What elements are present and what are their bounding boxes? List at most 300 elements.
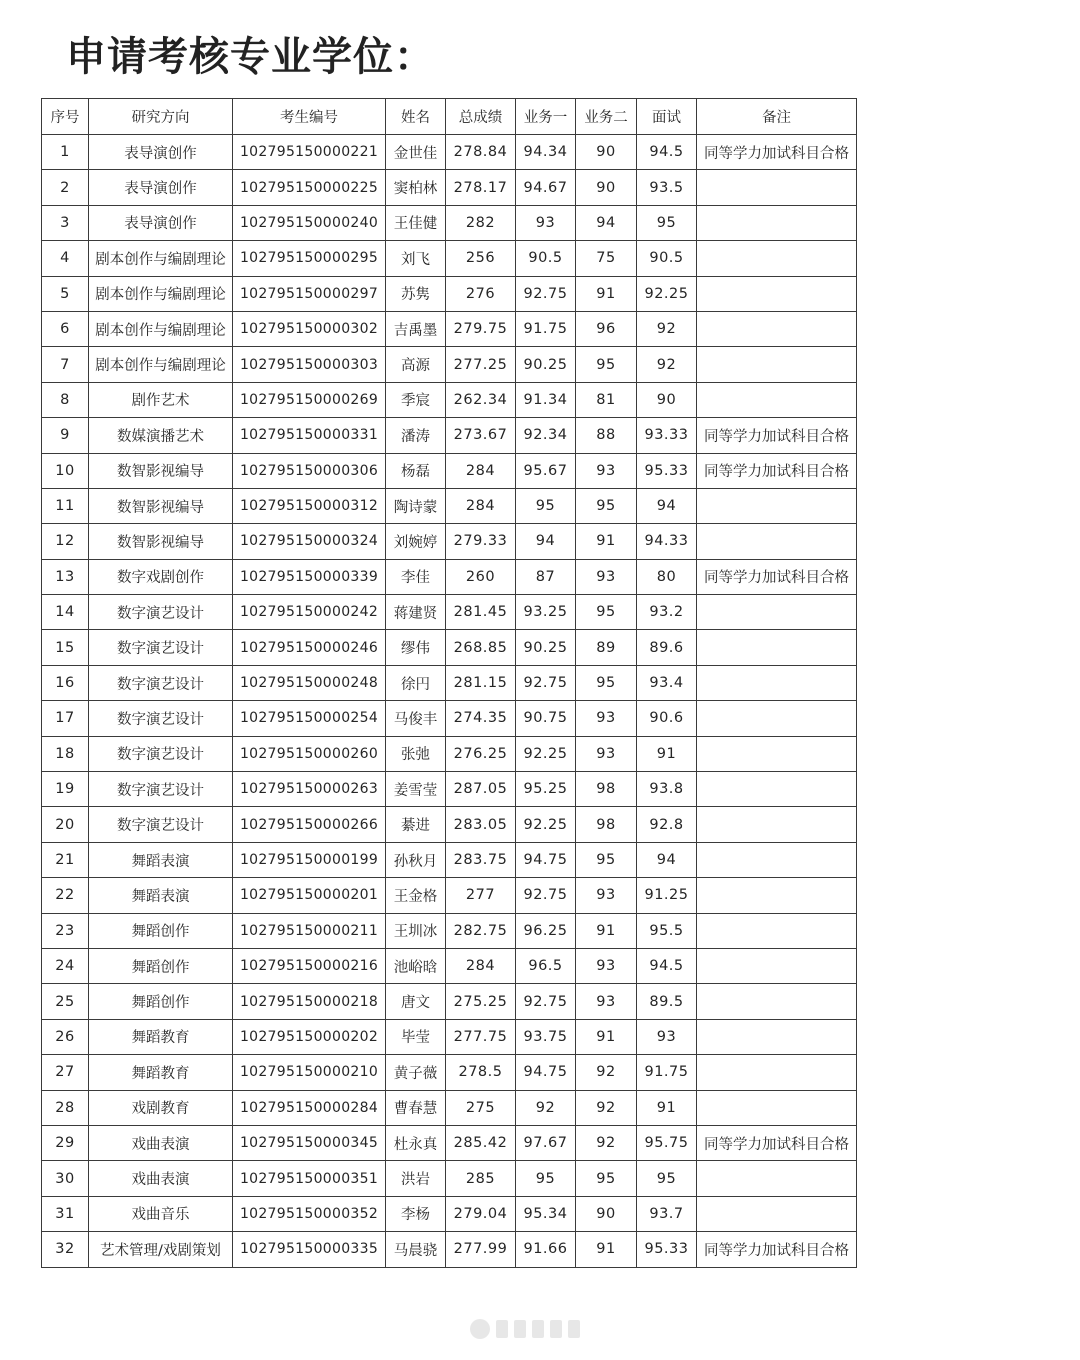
cell-subject-one: 91.75 [516,311,576,346]
cell-candidate-id: 102795150000248 [233,665,386,700]
cell-interview: 93.2 [637,595,697,630]
cell-subject-two: 91 [576,1232,637,1267]
cell-total-score: 282 [446,205,516,240]
cell-remarks [697,595,857,630]
cell-remarks [697,1196,857,1231]
cell-interview: 93.8 [637,772,697,807]
cell-interview: 94.5 [637,948,697,983]
cell-total-score: 277 [446,878,516,913]
cell-interview: 95 [637,205,697,240]
cell-subject-one: 96.5 [516,948,576,983]
cell-remarks [697,736,857,771]
cell-remarks [697,488,857,523]
cell-subject-one: 94 [516,524,576,559]
cell-candidate-id: 102795150000324 [233,524,386,559]
cell-name: 唐文 [386,984,446,1019]
cell-remarks [697,1055,857,1090]
cell-interview: 91 [637,736,697,771]
cell-candidate-id: 102795150000352 [233,1196,386,1231]
cell-name: 缪伟 [386,630,446,665]
cell-total-score: 268.85 [446,630,516,665]
cell-subject-one: 90.25 [516,630,576,665]
table-row [42,1125,857,1160]
header-interview: 面试 [637,99,697,135]
cell-seq: 1 [42,135,89,170]
cell-remarks [697,524,857,559]
cell-interview: 91.25 [637,878,697,913]
cell-interview: 92.25 [637,276,697,311]
cell-seq: 15 [42,630,89,665]
cell-seq: 26 [42,1019,89,1054]
cell-subject-two: 91 [576,913,637,948]
cell-subject-two: 90 [576,135,637,170]
cell-total-score: 277.99 [446,1232,516,1267]
table-row [42,418,857,453]
cell-seq: 28 [42,1090,89,1125]
cell-candidate-id: 102795150000306 [233,453,386,488]
cell-remarks [697,665,857,700]
cell-name: 金世佳 [386,135,446,170]
cell-remarks [697,772,857,807]
cell-name: 池峪晗 [386,948,446,983]
cell-name: 苏隽 [386,276,446,311]
table-row [42,276,857,311]
cell-name: 曹春慧 [386,1090,446,1125]
header-subject-one: 业务一 [516,99,576,135]
cell-subject-one: 92.75 [516,984,576,1019]
cell-candidate-id: 102795150000225 [233,170,386,205]
watermark-logo [470,1319,490,1339]
cell-candidate-id: 102795150000242 [233,595,386,630]
cell-name: 洪岩 [386,1161,446,1196]
cell-subject-one: 92.75 [516,878,576,913]
cell-subject-two: 91 [576,524,637,559]
cell-subject-one: 90.75 [516,701,576,736]
table-row [42,1055,857,1090]
cell-subject-one: 92.75 [516,665,576,700]
watermark-mark [532,1320,544,1338]
cell-total-score: 273.67 [446,418,516,453]
table-row [42,382,857,417]
cell-name: 刘婉婷 [386,524,446,559]
cell-remarks [697,701,857,736]
cell-total-score: 275 [446,1090,516,1125]
watermark-mark [550,1320,562,1338]
cell-subject-two: 92 [576,1090,637,1125]
cell-direction: 剧本创作与编剧理论 [89,241,233,276]
cell-subject-two: 96 [576,311,637,346]
cell-remarks [697,842,857,877]
cell-subject-one: 92 [516,1090,576,1125]
admission-table [41,98,857,1268]
cell-candidate-id: 102795150000246 [233,630,386,665]
cell-remarks: 同等学力加试科目合格 [697,453,857,488]
cell-subject-one: 94.34 [516,135,576,170]
admission-table-wrapper [41,98,856,1268]
cell-subject-two: 88 [576,418,637,453]
cell-candidate-id: 102795150000201 [233,878,386,913]
cell-direction: 数智影视编导 [89,453,233,488]
cell-seq: 30 [42,1161,89,1196]
cell-subject-two: 75 [576,241,637,276]
cell-name: 李佳 [386,559,446,594]
cell-total-score: 276 [446,276,516,311]
cell-candidate-id: 102795150000210 [233,1055,386,1090]
cell-total-score: 260 [446,559,516,594]
table-row [42,524,857,559]
cell-name: 王金格 [386,878,446,913]
table-row [42,205,857,240]
cell-subject-one: 90.25 [516,347,576,382]
cell-interview: 89.6 [637,630,697,665]
cell-direction: 戏曲表演 [89,1161,233,1196]
cell-interview: 91 [637,1090,697,1125]
cell-name: 马俊丰 [386,701,446,736]
cell-interview: 89.5 [637,984,697,1019]
cell-name: 綦进 [386,807,446,842]
cell-direction: 数字演艺设计 [89,701,233,736]
table-header-row [42,99,857,135]
cell-name: 高源 [386,347,446,382]
table-row [42,347,857,382]
cell-subject-one: 95 [516,1161,576,1196]
cell-remarks [697,276,857,311]
header-direction: 研究方向 [89,99,233,135]
cell-subject-one: 96.25 [516,913,576,948]
cell-direction: 数字演艺设计 [89,595,233,630]
cell-direction: 戏曲音乐 [89,1196,233,1231]
table-row [42,1232,857,1267]
cell-total-score: 277.75 [446,1019,516,1054]
cell-subject-two: 95 [576,595,637,630]
cell-seq: 21 [42,842,89,877]
cell-interview: 94.5 [637,135,697,170]
cell-direction: 表导演创作 [89,135,233,170]
header-seq: 序号 [42,99,89,135]
cell-interview: 90.6 [637,701,697,736]
cell-subject-one: 93 [516,205,576,240]
cell-interview: 92 [637,347,697,382]
cell-name: 孙秋月 [386,842,446,877]
cell-remarks [697,913,857,948]
cell-seq: 5 [42,276,89,311]
cell-seq: 12 [42,524,89,559]
cell-interview: 93.33 [637,418,697,453]
cell-seq: 25 [42,984,89,1019]
cell-subject-one: 95.34 [516,1196,576,1231]
cell-total-score: 283.05 [446,807,516,842]
cell-direction: 舞蹈教育 [89,1055,233,1090]
table-row [42,736,857,771]
cell-subject-one: 94.67 [516,170,576,205]
cell-subject-two: 95 [576,842,637,877]
cell-interview: 95.5 [637,913,697,948]
cell-subject-one: 94.75 [516,1055,576,1090]
cell-interview: 92.8 [637,807,697,842]
cell-subject-one: 91.66 [516,1232,576,1267]
cell-interview: 93.4 [637,665,697,700]
cell-subject-two: 93 [576,984,637,1019]
watermark-mark [514,1320,526,1338]
cell-subject-two: 90 [576,170,637,205]
cell-seq: 3 [42,205,89,240]
cell-direction: 舞蹈教育 [89,1019,233,1054]
cell-direction: 数智影视编导 [89,488,233,523]
cell-direction: 剧本创作与编剧理论 [89,311,233,346]
cell-interview: 95.75 [637,1125,697,1160]
cell-interview: 93.7 [637,1196,697,1231]
cell-subject-one: 90.5 [516,241,576,276]
cell-name: 徐円 [386,665,446,700]
cell-interview: 90.5 [637,241,697,276]
cell-remarks [697,311,857,346]
header-total-score: 总成绩 [446,99,516,135]
cell-subject-two: 91 [576,276,637,311]
table-row [42,772,857,807]
cell-name: 陶诗蒙 [386,488,446,523]
cell-total-score: 285 [446,1161,516,1196]
cell-subject-two: 98 [576,772,637,807]
cell-total-score: 275.25 [446,984,516,1019]
table-row [42,842,857,877]
table-row [42,559,857,594]
cell-interview: 93 [637,1019,697,1054]
header-subject-two: 业务二 [576,99,637,135]
watermark [470,1318,620,1340]
cell-seq: 6 [42,311,89,346]
header-remarks: 备注 [697,99,857,135]
cell-candidate-id: 102795150000263 [233,772,386,807]
cell-subject-one: 93.25 [516,595,576,630]
table-row [42,170,857,205]
table-row [42,665,857,700]
cell-interview: 94 [637,842,697,877]
cell-total-score: 278.84 [446,135,516,170]
cell-subject-one: 92.75 [516,276,576,311]
cell-seq: 22 [42,878,89,913]
cell-candidate-id: 102795150000260 [233,736,386,771]
table-row [42,984,857,1019]
cell-name: 杨磊 [386,453,446,488]
cell-seq: 14 [42,595,89,630]
cell-name: 李杨 [386,1196,446,1231]
table-row [42,878,857,913]
cell-subject-one: 95 [516,488,576,523]
cell-direction: 表导演创作 [89,170,233,205]
table-row [42,913,857,948]
cell-candidate-id: 102795150000269 [233,382,386,417]
cell-name: 刘飞 [386,241,446,276]
cell-candidate-id: 102795150000221 [233,135,386,170]
cell-seq: 17 [42,701,89,736]
cell-total-score: 281.45 [446,595,516,630]
table-row [42,135,857,170]
cell-subject-one: 92.34 [516,418,576,453]
cell-remarks [697,1161,857,1196]
cell-subject-two: 93 [576,701,637,736]
cell-subject-one: 91.34 [516,382,576,417]
cell-subject-one: 87 [516,559,576,594]
cell-remarks: 同等学力加试科目合格 [697,135,857,170]
cell-subject-two: 92 [576,1055,637,1090]
cell-seq: 9 [42,418,89,453]
table-row [42,488,857,523]
cell-subject-one: 94.75 [516,842,576,877]
cell-candidate-id: 102795150000254 [233,701,386,736]
cell-remarks [697,347,857,382]
cell-total-score: 281.15 [446,665,516,700]
table-row [42,311,857,346]
cell-candidate-id: 102795150000303 [233,347,386,382]
cell-total-score: 279.75 [446,311,516,346]
cell-direction: 数媒演播艺术 [89,418,233,453]
cell-direction: 戏曲表演 [89,1125,233,1160]
cell-direction: 数字演艺设计 [89,772,233,807]
cell-direction: 舞蹈创作 [89,948,233,983]
cell-candidate-id: 102795150000218 [233,984,386,1019]
cell-name: 王圳冰 [386,913,446,948]
cell-name: 季宸 [386,382,446,417]
cell-remarks [697,382,857,417]
cell-remarks: 同等学力加试科目合格 [697,418,857,453]
table-row [42,241,857,276]
cell-seq: 20 [42,807,89,842]
cell-direction: 舞蹈创作 [89,913,233,948]
cell-interview: 93.5 [637,170,697,205]
watermark-mark [568,1320,580,1338]
cell-subject-two: 94 [576,205,637,240]
cell-subject-two: 93 [576,559,637,594]
cell-subject-two: 93 [576,736,637,771]
cell-remarks [697,878,857,913]
cell-subject-two: 95 [576,1161,637,1196]
cell-candidate-id: 102795150000351 [233,1161,386,1196]
cell-seq: 27 [42,1055,89,1090]
cell-direction: 表导演创作 [89,205,233,240]
cell-name: 窦柏林 [386,170,446,205]
cell-total-score: 285.42 [446,1125,516,1160]
cell-candidate-id: 102795150000345 [233,1125,386,1160]
cell-direction: 舞蹈表演 [89,878,233,913]
cell-subject-one: 95.25 [516,772,576,807]
cell-subject-two: 92 [576,1125,637,1160]
cell-subject-two: 93 [576,453,637,488]
cell-subject-two: 93 [576,878,637,913]
cell-seq: 7 [42,347,89,382]
cell-name: 吉禹墨 [386,311,446,346]
cell-direction: 数字演艺设计 [89,665,233,700]
cell-candidate-id: 102795150000331 [233,418,386,453]
cell-remarks [697,984,857,1019]
header-candidate-id: 考生编号 [233,99,386,135]
cell-name: 张弛 [386,736,446,771]
cell-seq: 16 [42,665,89,700]
cell-total-score: 278.17 [446,170,516,205]
cell-total-score: 283.75 [446,842,516,877]
cell-candidate-id: 102795150000312 [233,488,386,523]
cell-interview: 95.33 [637,453,697,488]
cell-total-score: 284 [446,948,516,983]
cell-name: 潘涛 [386,418,446,453]
cell-remarks [697,1019,857,1054]
cell-subject-one: 92.25 [516,807,576,842]
cell-direction: 数字戏剧创作 [89,559,233,594]
cell-interview: 90 [637,382,697,417]
watermark-mark [496,1320,508,1338]
cell-candidate-id: 102795150000302 [233,311,386,346]
cell-seq: 18 [42,736,89,771]
cell-seq: 31 [42,1196,89,1231]
cell-seq: 8 [42,382,89,417]
table-row [42,807,857,842]
cell-total-score: 284 [446,453,516,488]
cell-remarks [697,170,857,205]
cell-subject-two: 91 [576,1019,637,1054]
table-row [42,630,857,665]
table-row [42,453,857,488]
cell-subject-two: 90 [576,1196,637,1231]
cell-candidate-id: 102795150000335 [233,1232,386,1267]
cell-subject-one: 92.25 [516,736,576,771]
cell-direction: 数字演艺设计 [89,807,233,842]
cell-name: 王佳健 [386,205,446,240]
cell-total-score: 256 [446,241,516,276]
cell-subject-two: 89 [576,630,637,665]
cell-subject-two: 95 [576,347,637,382]
cell-remarks [697,1090,857,1125]
cell-subject-two: 95 [576,488,637,523]
cell-subject-one: 95.67 [516,453,576,488]
cell-name: 蒋建贤 [386,595,446,630]
cell-total-score: 274.35 [446,701,516,736]
cell-direction: 剧作艺术 [89,382,233,417]
cell-candidate-id: 102795150000339 [233,559,386,594]
cell-total-score: 287.05 [446,772,516,807]
cell-seq: 2 [42,170,89,205]
cell-interview: 92 [637,311,697,346]
cell-interview: 95 [637,1161,697,1196]
cell-seq: 32 [42,1232,89,1267]
cell-interview: 95.33 [637,1232,697,1267]
table-row [42,1019,857,1054]
cell-subject-two: 81 [576,382,637,417]
cell-remarks: 同等学力加试科目合格 [697,1232,857,1267]
cell-subject-two: 93 [576,948,637,983]
cell-total-score: 279.04 [446,1196,516,1231]
cell-candidate-id: 102795150000202 [233,1019,386,1054]
cell-total-score: 284 [446,488,516,523]
cell-candidate-id: 102795150000240 [233,205,386,240]
cell-candidate-id: 102795150000284 [233,1090,386,1125]
cell-candidate-id: 102795150000211 [233,913,386,948]
cell-direction: 戏剧教育 [89,1090,233,1125]
cell-total-score: 278.5 [446,1055,516,1090]
cell-remarks [697,948,857,983]
cell-total-score: 276.25 [446,736,516,771]
table-row [42,701,857,736]
cell-remarks: 同等学力加试科目合格 [697,559,857,594]
cell-seq: 4 [42,241,89,276]
cell-name: 杜永真 [386,1125,446,1160]
cell-candidate-id: 102795150000295 [233,241,386,276]
cell-name: 黄子薇 [386,1055,446,1090]
page-title: 申请考核专业学位： [66,34,435,80]
cell-total-score: 279.33 [446,524,516,559]
cell-total-score: 262.34 [446,382,516,417]
cell-remarks [697,241,857,276]
cell-name: 马晨骁 [386,1232,446,1267]
cell-direction: 数字演艺设计 [89,736,233,771]
